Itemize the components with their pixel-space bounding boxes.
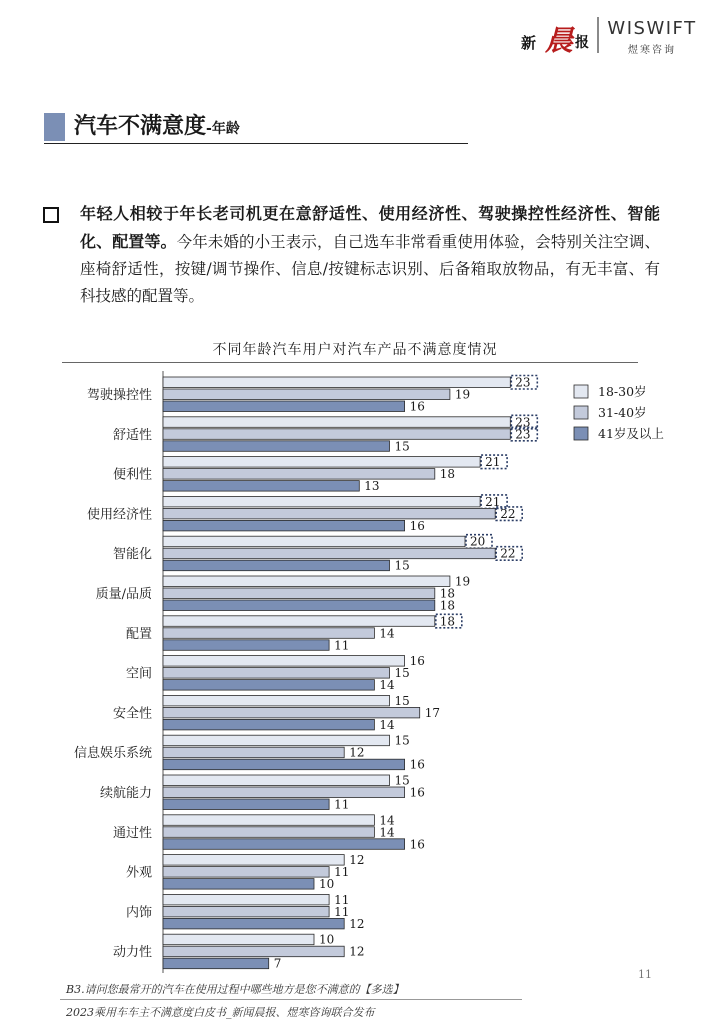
- legend-swatch: [574, 385, 588, 398]
- data-label: 22: [500, 506, 516, 521]
- bar: [163, 628, 374, 639]
- bar: [163, 441, 390, 452]
- data-label: 14: [379, 717, 395, 732]
- bar: [163, 894, 329, 905]
- bar: [163, 867, 329, 878]
- xinbao-logo-right: 报: [575, 35, 589, 51]
- data-label: 7: [273, 956, 282, 971]
- category-label: 使用经济性: [86, 507, 152, 523]
- bar: [163, 417, 510, 428]
- page-number: 11: [638, 968, 652, 981]
- data-label: 16: [409, 837, 425, 852]
- data-label: 18: [439, 614, 456, 629]
- bar: [163, 536, 465, 547]
- bar: [163, 839, 405, 850]
- data-label: 19: [454, 387, 471, 402]
- bar: [163, 747, 344, 758]
- bar: [163, 879, 314, 890]
- data-label: 15: [394, 693, 410, 708]
- data-label: 22: [500, 546, 516, 561]
- category-label: 信息娱乐系统: [73, 746, 152, 762]
- chart-title: 不同年龄汽车用户对汽车产品不满意度情况: [212, 342, 498, 358]
- category-label: 质量/品质: [95, 587, 152, 602]
- data-label: 14: [379, 626, 395, 641]
- data-label: 15: [394, 666, 410, 681]
- bar: [163, 508, 495, 519]
- source-note: B3.请问您最常开的汽车在使用过程中哪些地方是您不满意的【多选】: [66, 983, 404, 996]
- bar: [163, 656, 405, 667]
- bar: [163, 401, 405, 412]
- section-title-main: 汽车不满意度: [74, 114, 207, 139]
- data-label: 12: [349, 745, 365, 760]
- data-label: 14: [379, 813, 395, 828]
- wiswift-logo-sub: 煜寒咨询: [628, 45, 676, 56]
- bar: [163, 695, 390, 706]
- bar: [163, 600, 435, 611]
- data-label: 23: [515, 427, 531, 442]
- bar: [163, 429, 510, 440]
- data-label: 15: [394, 558, 410, 573]
- section-title-sub: -年龄: [206, 121, 240, 137]
- data-label: 23: [515, 415, 531, 430]
- category-label: 空间: [125, 666, 152, 682]
- data-label: 12: [349, 916, 365, 931]
- category-label: 便利性: [112, 467, 152, 483]
- bar: [163, 906, 329, 917]
- legend-label: 18-30岁: [598, 384, 647, 399]
- data-label: 18: [439, 586, 456, 601]
- data-label: 16: [409, 654, 425, 669]
- data-label: 15: [394, 773, 410, 788]
- wiswift-logo-name: WISWIFT: [607, 18, 697, 39]
- data-label: 11: [334, 904, 350, 919]
- bar: [163, 640, 329, 651]
- footer-rule: [60, 999, 522, 1000]
- data-label: 16: [409, 785, 425, 800]
- bar: [163, 827, 374, 838]
- xinbao-logo-middle: 晨: [545, 24, 574, 57]
- data-label: 11: [334, 892, 350, 907]
- bar: [163, 668, 390, 679]
- category-label: 驾驶操控性: [86, 388, 152, 403]
- footer-publisher: 2023乘用车车主不满意度白皮书_新闻晨报、煜寒咨询联合发布: [66, 1006, 375, 1019]
- bar: [163, 457, 480, 468]
- bar: [163, 719, 374, 730]
- category-label: 内饰: [125, 905, 152, 921]
- legend-label: 41岁及以上: [598, 426, 664, 441]
- bar: [163, 707, 420, 718]
- data-label: 12: [349, 853, 365, 868]
- bar: [163, 616, 435, 627]
- bullet-body-text: 今年未婚的小王表示，自己选车非常看重使用体验，会特别关注空调、座椅舒适性，按键/调节操作、信息/按键标志识别、后备箱取放物品，有无丰富、有科技感的配置等。: [80, 233, 660, 305]
- data-label: 11: [334, 865, 350, 880]
- data-label: 14: [379, 825, 395, 840]
- bar: [163, 799, 329, 810]
- data-label: 15: [394, 733, 410, 748]
- bar: [163, 946, 344, 957]
- bar: [163, 496, 480, 507]
- data-label: 16: [409, 757, 425, 772]
- bar: [163, 735, 390, 746]
- category-label: 外观: [125, 865, 152, 881]
- bar: [163, 759, 405, 770]
- data-label: 14: [379, 678, 395, 693]
- bar: [163, 934, 314, 945]
- data-label: 10: [319, 932, 335, 947]
- bar: [163, 588, 435, 599]
- data-label: 13: [364, 479, 380, 494]
- bar: [163, 855, 344, 866]
- bar: [163, 918, 344, 929]
- data-label: 11: [334, 638, 350, 653]
- bar: [163, 787, 405, 798]
- data-label: 10: [319, 877, 335, 892]
- category-label: 配置: [125, 626, 152, 642]
- xinbao-logo-left: 新: [521, 34, 537, 52]
- bar: [163, 481, 359, 492]
- bar: [163, 815, 374, 826]
- category-label: 动力性: [112, 945, 152, 961]
- legend-swatch: [574, 427, 588, 440]
- category-label: 智能化: [112, 547, 152, 563]
- bar: [163, 680, 374, 691]
- bar: [163, 520, 405, 531]
- category-label: 安全性: [112, 706, 152, 722]
- category-label: 通过性: [112, 825, 152, 841]
- bar: [163, 560, 390, 571]
- category-label: 舒适性: [112, 427, 152, 443]
- bar: [163, 958, 269, 969]
- data-label: 17: [424, 705, 440, 720]
- data-label: 23: [515, 375, 531, 390]
- bar: [163, 576, 450, 587]
- bar: [163, 389, 450, 400]
- data-label: 15: [394, 439, 410, 454]
- bar: [163, 469, 435, 480]
- bar: [163, 775, 390, 786]
- data-label: 18: [439, 467, 456, 482]
- data-label: 21: [485, 455, 501, 470]
- legend-label: 31-40岁: [598, 405, 647, 420]
- data-label: 19: [454, 574, 471, 589]
- data-label: 21: [485, 494, 501, 509]
- bar: [163, 377, 510, 388]
- legend-swatch: [574, 406, 588, 419]
- data-label: 11: [334, 797, 350, 812]
- data-label: 16: [409, 399, 425, 414]
- data-label: 12: [349, 944, 365, 959]
- data-label: 18: [439, 598, 456, 613]
- data-label: 16: [409, 518, 425, 533]
- bar: [163, 548, 495, 559]
- category-label: 续航能力: [99, 786, 152, 801]
- bullet-bold-text: 年轻人相较于年长老司机更在意舒适性、使用经济性、驾驶操控性经济性、智能化、配置等。: [80, 204, 660, 251]
- data-label: 20: [470, 534, 486, 549]
